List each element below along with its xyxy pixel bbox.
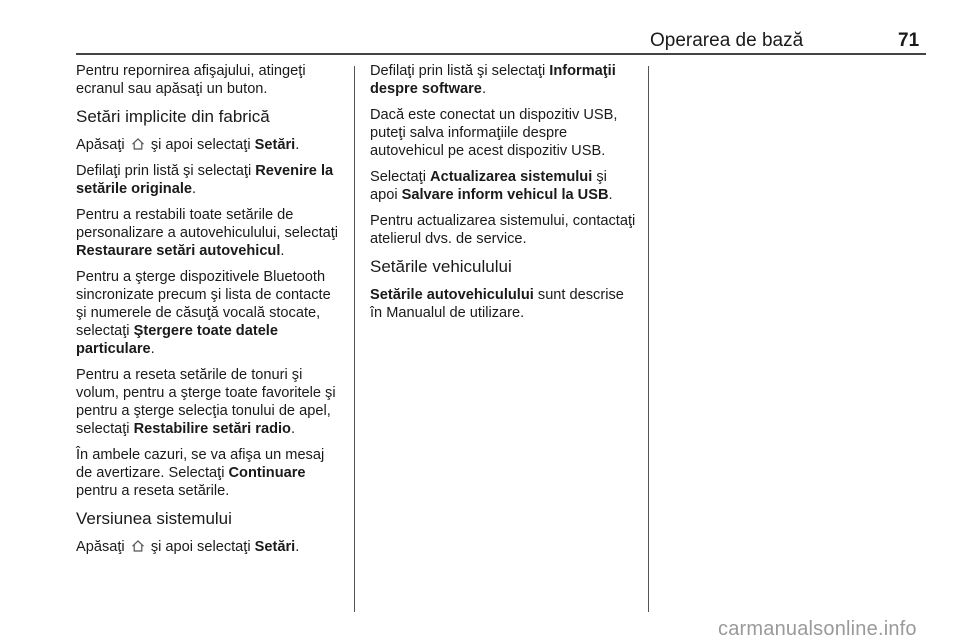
- left-column: [76, 62, 342, 564]
- watermark: carmanualsonline.info: [718, 618, 917, 640]
- paragraph-press-settings: Apăsaţi şi apoi selectaţi Setări.: [76, 137, 300, 153]
- page-number: 71: [898, 30, 920, 51]
- paragraph-reset-radio: Pentru a reseta setările de tonuri şi volum, pentru a şterge toate favoritele şi pentru a şterge selecţia tonului de apel, selectaţi Restabilire setări radio.: [76, 367, 336, 437]
- paragraph-restore-vehicle: Pentru a restabili toate setările de personalizare a autovehiculului, selectaţi Restaurare setări autovehicul.: [76, 207, 339, 259]
- right-column-rule: [648, 66, 649, 612]
- paragraph-vehicle-settings: Setările autovehiculului sunt descrise în Manualul de utilizare.: [370, 287, 624, 321]
- paragraph-warning: În ambele cazuri, se va afişa un mesaj de avertizare. Selectaţi Continuare pentru a reseta setările.: [76, 447, 325, 499]
- paragraph-update-service: Pentru actualizarea sistemului, contactaţi atelierul dvs. de service.: [370, 213, 636, 247]
- home-icon: [131, 539, 145, 553]
- heading-vehicle-settings: Setările vehiculului: [370, 257, 512, 276]
- heading-system-version: Versiunea sistemului: [76, 509, 232, 528]
- right-column: [370, 62, 636, 330]
- home-icon: [131, 137, 145, 151]
- intro-paragraph: Pentru repornirea afişajului, atingeţi ecranul sau apăsaţi un buton.: [76, 63, 306, 97]
- paragraph-delete-data: Pentru a şterge dispozitivele Bluetooth sincronizate precum şi lista de contacte şi numerele de căsuţă vocală stocate, selectaţi Ştergere toate datele particulare.: [76, 269, 331, 357]
- paragraph-scroll-revert: Defilaţi prin listă şi selectaţi Revenire la setările originale.: [76, 163, 334, 197]
- heading-factory-defaults: Setări implicite din fabrică: [76, 107, 270, 126]
- paragraph-press-settings-2: Apăsaţi şi apoi selectaţi Setări.: [76, 539, 300, 555]
- paragraph-scroll-software: Defilaţi prin listă şi selectaţi Informaţii despre software.: [370, 63, 616, 97]
- left-column-rule: [354, 66, 355, 612]
- paragraph-select-update: Selectaţi Actualizarea sistemului şi apoi Salvare inform vehicul la USB.: [370, 169, 613, 203]
- page-header-title: Operarea de bază: [650, 30, 804, 51]
- paragraph-usb: Dacă este conectat un dispozitiv USB, puteţi salva informaţiile despre autovehicul pe acest dispozitiv USB.: [370, 107, 618, 159]
- header-rule: [76, 53, 926, 55]
